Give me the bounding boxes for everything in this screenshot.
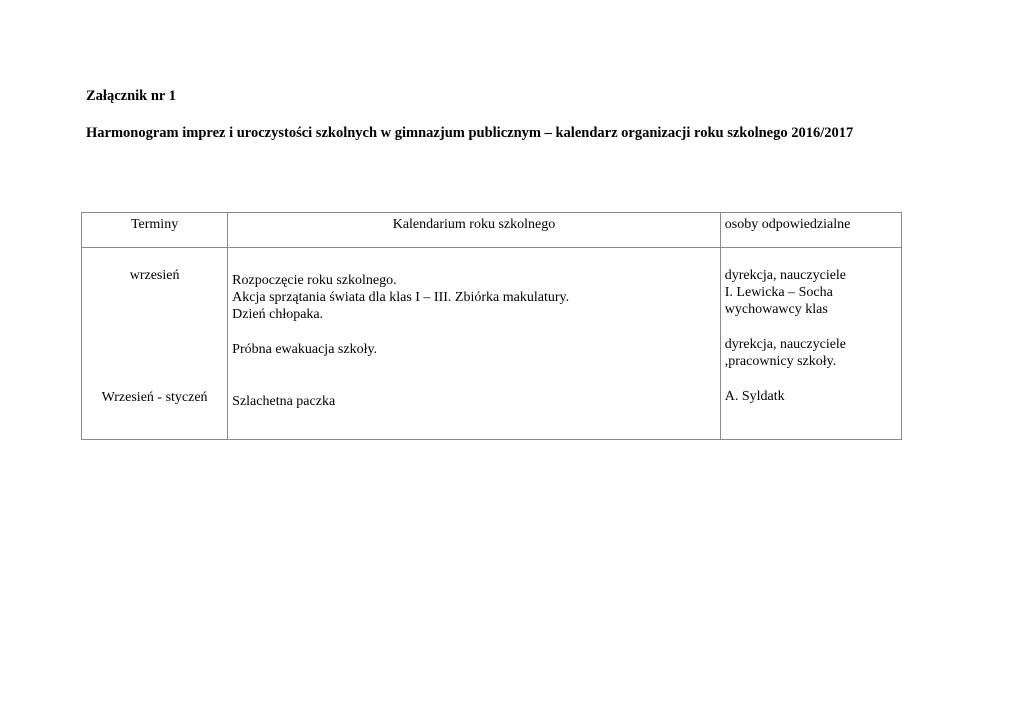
terms-cell bbox=[82, 248, 228, 440]
document-title: Harmonogram imprez i uroczystości szkolnych w gimnazjum publicznym – kalendarz organizacji roku szkolnego 2016/2017 bbox=[86, 125, 854, 141]
calendar-item: Rozpoczęcie roku szkolnego. bbox=[232, 273, 397, 288]
responsible-item: I. Lewicka – Socha bbox=[724, 285, 833, 300]
header-calendar: Kalendarium roku szkolnego bbox=[392, 217, 556, 232]
calendar-item: Akcja sprzątania świata dla klas I – III. Zbiórka makulatury. bbox=[232, 290, 570, 305]
term-september: wrzesień bbox=[129, 268, 180, 283]
annex-label: Załącznik nr 1 bbox=[86, 88, 176, 104]
schedule-table bbox=[81, 212, 902, 440]
responsible-item: ,pracownicy szkoły. bbox=[724, 354, 837, 369]
responsible-cell bbox=[720, 248, 901, 440]
responsible-item: A. Syldatk bbox=[724, 389, 785, 404]
table-header-row bbox=[82, 213, 902, 248]
responsible-item: wychowawcy klas bbox=[724, 302, 828, 317]
responsible-item: dyrekcja, nauczyciele bbox=[724, 337, 847, 352]
header-cell-calendar bbox=[228, 213, 721, 248]
term-september-january: Wrzesień - styczeń bbox=[101, 390, 208, 405]
calendar-item: Próbna ewakuacja szkoły. bbox=[232, 342, 378, 357]
header-cell-terms bbox=[82, 213, 228, 248]
header-terms: Terminy bbox=[130, 217, 179, 232]
calendar-item: Szlachetna paczka bbox=[232, 394, 336, 409]
responsible-item: dyrekcja, nauczyciele bbox=[724, 268, 847, 283]
calendar-cell bbox=[228, 248, 721, 440]
header-responsible: osoby odpowiedzialne bbox=[724, 217, 851, 232]
header-cell-responsible bbox=[720, 213, 901, 248]
calendar-item: Dzień chłopaka. bbox=[232, 307, 324, 322]
table-row bbox=[82, 248, 902, 440]
